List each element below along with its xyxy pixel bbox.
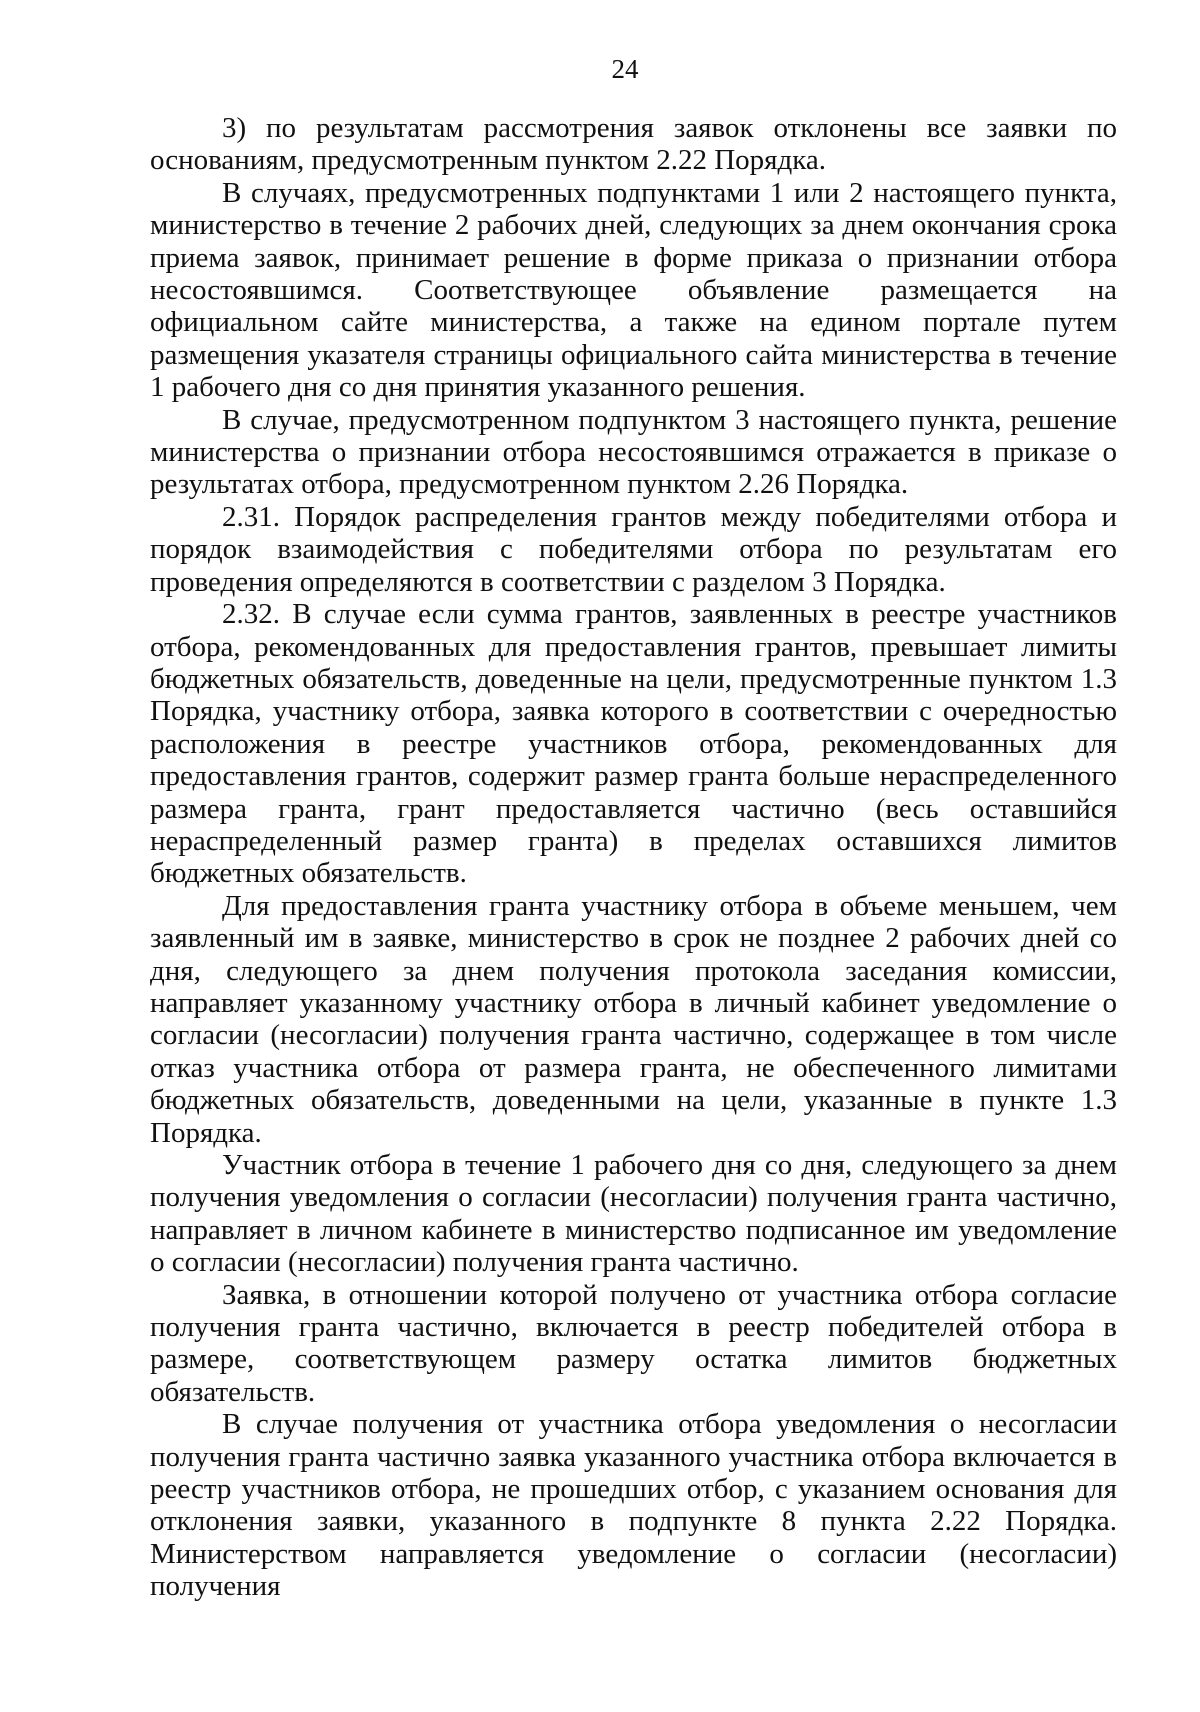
paragraph-cases-1-2: В случаях, предусмотренных подпунктами 1 или 2 настоящего пункта, министерство в течение 2 рабочих дней, следующих за днем окончания срока приема заявок, принимает решение в форме приказа о признании отбора несостоявшимся. Соответствующее объявление размещается на официальном сайте министерства, а также на едином портале путем размещения указателя страницы официального сайта министерства в течение 1 рабочего дня со дня принятия указанного решения.: [150, 176, 1117, 404]
paragraph-participant-response: Участник отбора в течение 1 рабочего дня со дня, следующего за днем получения уведомления о согласии (несогласии) получения гранта частично, направляет в личном кабинете в министерство подписанное им уведомление о согласии (несогласии) получения гранта частично.: [150, 1149, 1117, 1279]
paragraph-subitem-3: 3) по результатам рассмотрения заявок отклонены все заявки по основаниям, предусмотренным пунктом 2.22 Порядка.: [150, 112, 1117, 177]
paragraph-refusal-registry: В случае получения от участника отбора уведомления о несогласии получения гранта частично заявка указанного участника отбора включается в реестр участников отбора, не прошедших отбор, с указанием основания для отклонения заявки, указанного в подпункте 8 пункта 2.22 Порядка. Министерством направляется уведомление о согласии (несогласии) получения: [150, 1408, 1117, 1603]
paragraph-partial-grant-notice: Для предоставления гранта участнику отбора в объеме меньшем, чем заявленный им в заявке, министерство в срок не позднее 2 рабочих дней со дня, следующего за днем получения протокола заседания комиссии, направляет указанному участнику отбора в личный кабинет уведомление о согласии (несогласии) получения гранта частично, содержащее в том числе отказ участника отбора от размера гранта, не обеспеченного лимитами бюджетных обязательств, доведенными на цели, указанные в пункте 1.3 Порядка.: [150, 889, 1117, 1149]
document-body: [150, 112, 1117, 1603]
page-number: 24: [611, 54, 639, 84]
paragraph-consent-registry: Заявка, в отношении которой получено от участника отбора согласие получения гранта частично, включается в реестр победителей отбора в размере, соответствующем размеру остатка лимитов бюджетных обязательств.: [150, 1278, 1117, 1408]
paragraph-2-32: 2.32. В случае если сумма грантов, заявленных в реестре участников отбора, рекомендованных для предоставления грантов, превышает лимиты бюджетных обязательств, доведенные на цели, предусмотренные пунктом 1.3 Порядка, участнику отбора, заявка которого в соответствии с очередностью расположения в реестре участников отбора, рекомендованных для предоставления грантов, содержит размер гранта больше нераспределенного размера гранта, грант предоставляется частично (весь оставшийся нераспределенный размер гранта) в пределах оставшихся лимитов бюджетных обязательств.: [150, 598, 1117, 890]
paragraph-2-31: 2.31. Порядок распределения грантов между победителями отбора и порядок взаимодействия с победителями отбора по результатам его проведения определяются в соответствии с разделом 3 Порядка.: [150, 500, 1117, 598]
paragraph-case-3: В случае, предусмотренном подпунктом 3 настоящего пункта, решение министерства о признании отбора несостоявшимся отражается в приказе о результатах отбора, предусмотренном пунктом 2.26 Порядка.: [150, 403, 1117, 501]
